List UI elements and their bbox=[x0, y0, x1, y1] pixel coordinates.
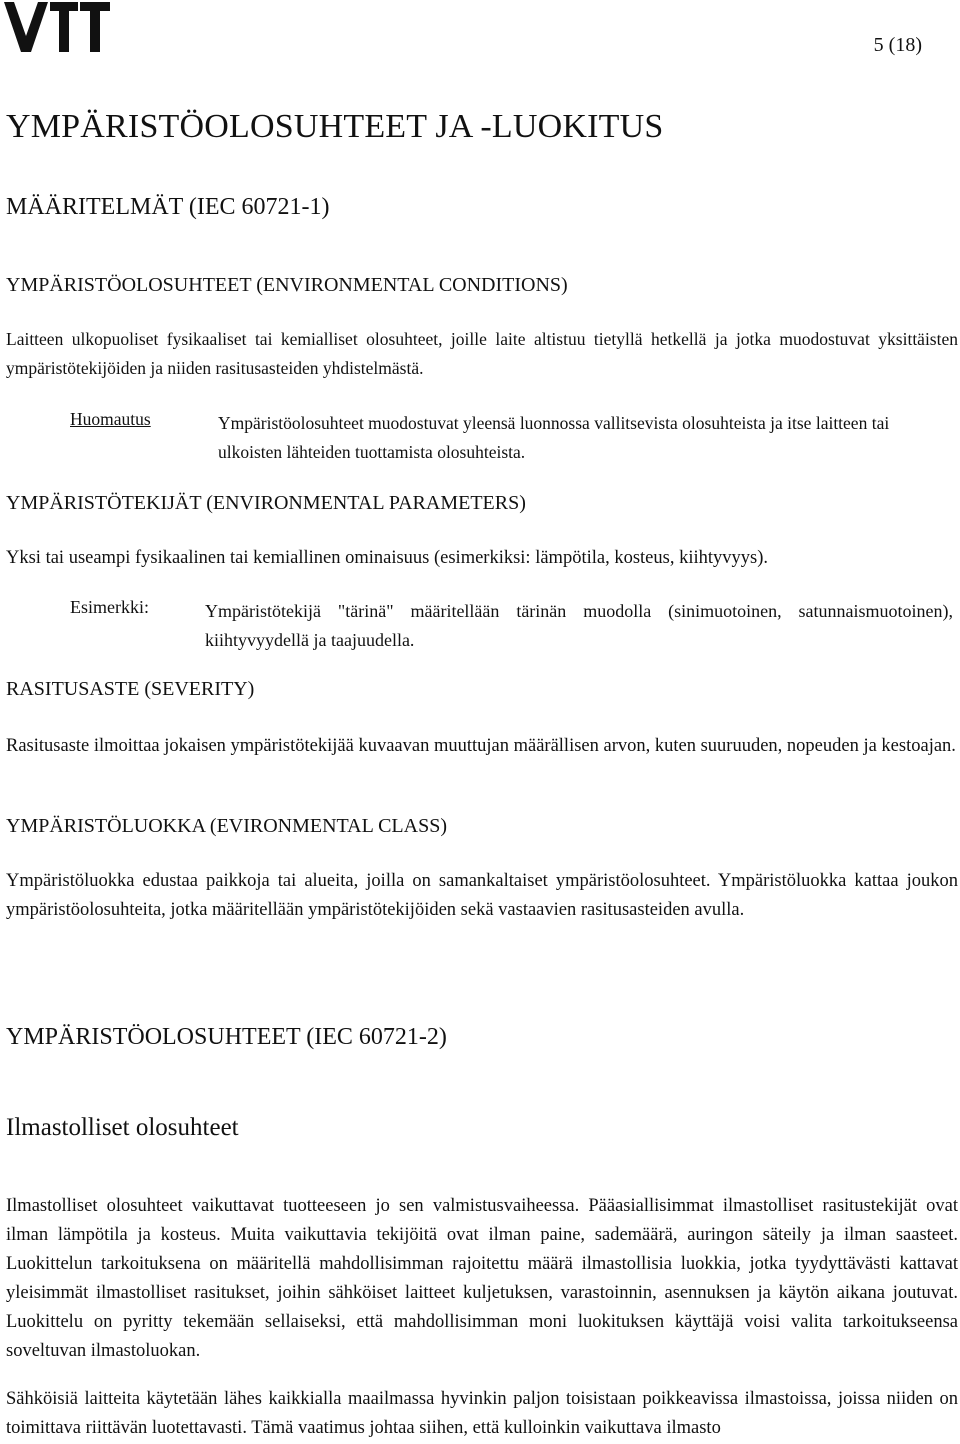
heading-environmental-conditions: YMPÄRISTÖOLOSUHTEET (ENVIRONMENTAL CONDITIONS) bbox=[6, 274, 568, 296]
paragraph-climatic-1: Ilmastolliset olosuhteet vaikuttavat tuotteeseen jo sen valmistusvaiheessa. Pääasiallisimmat ilmastolliset rasitustekijät ovat ilman lämpötila ja kosteus. Muita vaikuttavia tekijöitä ovat ilman paine, sademäärä, auringon säteily ja ilman saasteet. Luokittelun tarkoituksena on määritellä mahdollisimman rajoitettu määrä ilmastollisia luokkia, jotka tyydyttävästi kattavat yleisimmät ilmastolliset rasitukset, joihin sähköiset laitteet kuljetuksen, varastoinnin, asennuksen ja käytön aikana joutuvat. Luokittelu on pyritty tekemään sellaiseksi, että mahdollisimman moni luokituksen käyttäjä voisi valita tarkoitukseensa soveltuvan ilmastoluokan. bbox=[6, 1196, 958, 1361]
page-number: 5 (18) bbox=[873, 34, 922, 56]
note-label: Huomautus bbox=[70, 409, 151, 429]
section-subtitle: MÄÄRITELMÄT (IEC 60721-1) bbox=[6, 194, 330, 220]
vtt-logo-mark bbox=[4, 2, 110, 54]
vtt-logo bbox=[4, 2, 110, 54]
example-label: Esimerkki: bbox=[70, 597, 149, 617]
paragraph-environmental-class: Ympäristöluokka edustaa paikkoja tai alueita, joilla on samankaltaiset ympäristöolosuhteet. Ympäristöluokka kattaa joukon ympäristöolosuhteita, jotka määritellään ympäristötekijöiden sekä vastaavien rasitusasteiden avulla. bbox=[6, 871, 958, 920]
paragraph-environmental-parameters: Yksi tai useampi fysikaalinen tai kemiallinen ominaisuus (esimerkiksi: lämpötila, kosteus, kiihtyvyys). bbox=[6, 548, 768, 568]
heading-severity: RASITUSASTE (SEVERITY) bbox=[6, 678, 255, 700]
example-text: Ympäristötekijä "tärinä" määritellään tärinän muodolla (sinimuotoinen, satunnaismuotoinen), kiihtyvyydellä ja taajuudella. bbox=[205, 601, 953, 650]
paragraph-environmental-conditions: Laitteen ulkopuoliset fysikaaliset tai kemialliset olosuhteet, joille laite altistuu tietyllä hetkellä ja jotka muodostuvat yksittäisten ympäristötekijöiden ja niiden rasitusasteiden yhdistelmästä. bbox=[6, 329, 958, 378]
heading-environmental-class: YMPÄRISTÖLUOKKA (EVIRONMENTAL CLASS) bbox=[6, 815, 447, 837]
note-text: Ympäristöolosuhteet muodostuvat yleensä luonnossa vallitsevista olosuhteista ja itse laitteen tai ulkoisten lähteiden tuottamista olosuhteista. bbox=[218, 413, 890, 462]
heading-environmental-parameters: YMPÄRISTÖTEKIJÄT (ENVIRONMENTAL PARAMETERS) bbox=[6, 492, 526, 514]
paragraph-climatic-2: Sähköisiä laitteita käytetään lähes kaikkialla maailmassa hyvinkin paljon toisistaan poikkeavissa ilmastoissa, joissa niiden on toimittava riittävän luotettavasti. Tämä vaatimus johtaa siihen, että kulloinkin vaikuttava ilmasto bbox=[6, 1389, 958, 1438]
paragraph-severity: Rasitusaste ilmoittaa jokaisen ympäristötekijää kuvaavan muuttujan määrällisen arvon, kuten suuruuden, nopeuden ja kestoajan. bbox=[6, 736, 956, 756]
page-title: YMPÄRISTÖOLOSUHTEET JA -LUOKITUS bbox=[6, 108, 664, 145]
section2-title: YMPÄRISTÖOLOSUHTEET (IEC 60721-2) bbox=[6, 1024, 447, 1050]
heading-climatic-conditions: Ilmastolliset olosuhteet bbox=[6, 1114, 239, 1141]
